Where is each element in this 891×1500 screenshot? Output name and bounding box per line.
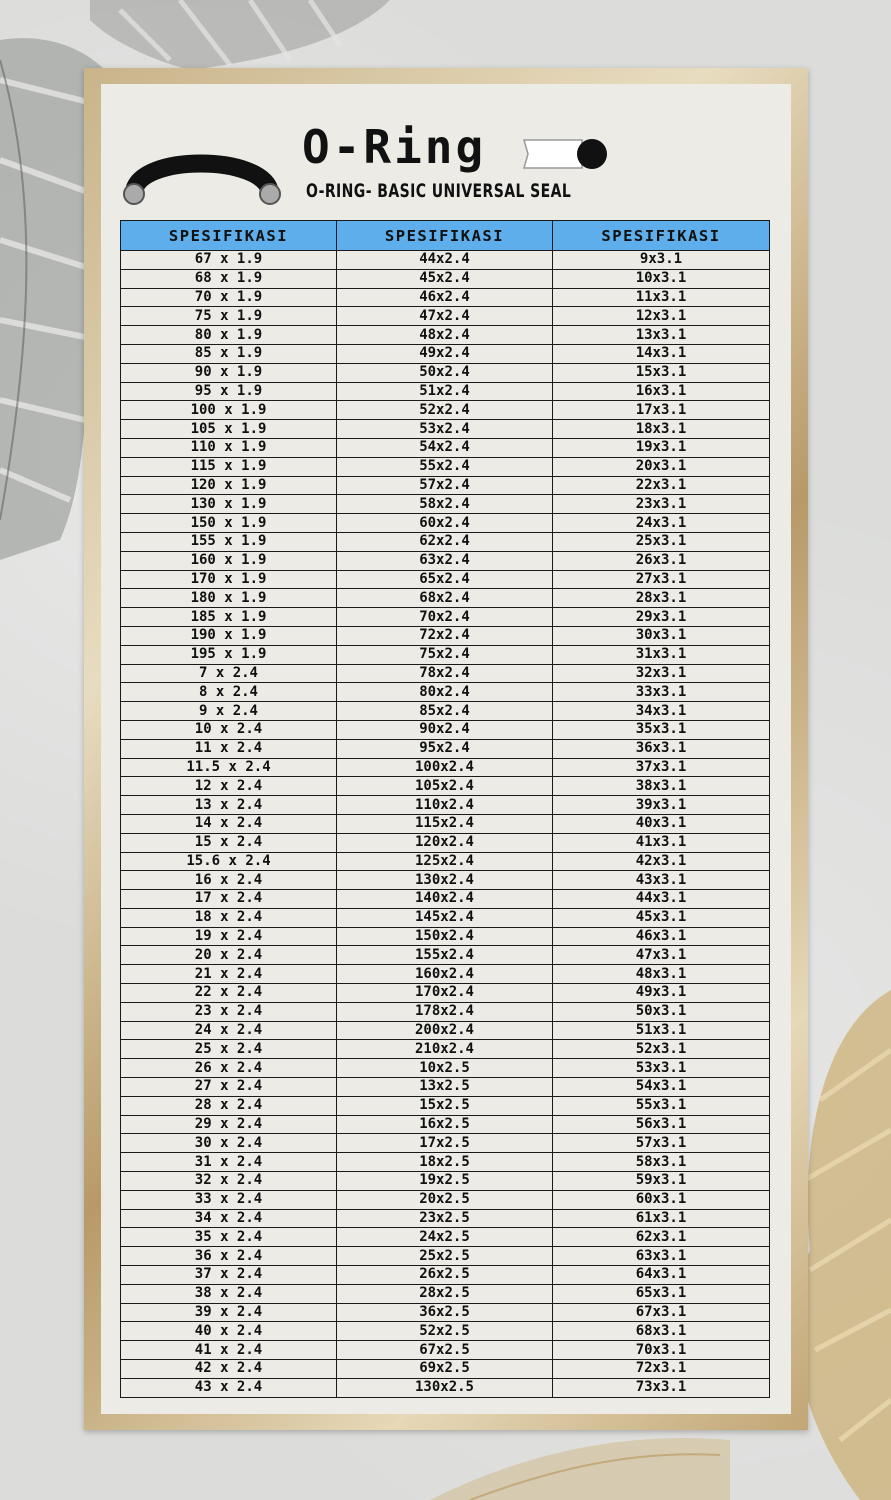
table-cell: 12 x 2.4 [121, 777, 337, 796]
table-cell: 69x2.5 [337, 1360, 553, 1379]
column-header: SPESIFIKASI [121, 221, 337, 251]
table-cell: 57x3.1 [553, 1134, 770, 1153]
table-cell: 50x3.1 [553, 1002, 770, 1021]
table-row [121, 1360, 770, 1379]
table-cell: 120 x 1.9 [121, 476, 337, 495]
table-cell: 160 x 1.9 [121, 551, 337, 570]
table-row [121, 1303, 770, 1322]
table-row [121, 1153, 770, 1172]
table-row [121, 401, 770, 420]
table-row [121, 965, 770, 984]
table-row [121, 645, 770, 664]
table-row [121, 890, 770, 909]
table-cell: 12x3.1 [553, 307, 770, 326]
table-cell: 25x2.5 [337, 1247, 553, 1266]
table-cell: 150x2.4 [337, 927, 553, 946]
page-title: O-Ring [302, 120, 487, 174]
table-cell: 105 x 1.9 [121, 420, 337, 439]
table-row [121, 1284, 770, 1303]
table-cell: 63x3.1 [553, 1247, 770, 1266]
table-cell: 200x2.4 [337, 1021, 553, 1040]
table-cell: 51x3.1 [553, 1021, 770, 1040]
table-cell: 155 x 1.9 [121, 532, 337, 551]
table-cell: 100x2.4 [337, 758, 553, 777]
table-row [121, 664, 770, 683]
table-row [121, 1096, 770, 1115]
table-cell: 160x2.4 [337, 965, 553, 984]
table-cell: 44x3.1 [553, 890, 770, 909]
table-cell: 180 x 1.9 [121, 589, 337, 608]
table-row [121, 420, 770, 439]
table-cell: 39 x 2.4 [121, 1303, 337, 1322]
table-cell: 115 x 1.9 [121, 457, 337, 476]
table-cell: 16x2.5 [337, 1115, 553, 1134]
table-row [121, 871, 770, 890]
table-cell: 185 x 1.9 [121, 608, 337, 627]
table-cell: 110x2.4 [337, 796, 553, 815]
table-cell: 45x3.1 [553, 908, 770, 927]
table-header-row [121, 221, 770, 251]
table-cell: 16x3.1 [553, 382, 770, 401]
table-cell: 10x3.1 [553, 269, 770, 288]
table-cell: 55x3.1 [553, 1096, 770, 1115]
table-cell: 14x3.1 [553, 344, 770, 363]
table-cell: 35 x 2.4 [121, 1228, 337, 1247]
table-cell: 63x2.4 [337, 551, 553, 570]
table-cell: 36 x 2.4 [121, 1247, 337, 1266]
table-cell: 43 x 2.4 [121, 1378, 337, 1397]
table-cell: 155x2.4 [337, 946, 553, 965]
table-cell: 17 x 2.4 [121, 890, 337, 909]
table-row [121, 946, 770, 965]
table-cell: 26 x 2.4 [121, 1059, 337, 1078]
table-cell: 26x3.1 [553, 551, 770, 570]
table-row [121, 457, 770, 476]
table-cell: 170x2.4 [337, 984, 553, 1003]
table-cell: 18x2.5 [337, 1153, 553, 1172]
table-cell: 90 x 1.9 [121, 363, 337, 382]
table-cell: 62x2.4 [337, 532, 553, 551]
table-cell: 57x2.4 [337, 476, 553, 495]
table-row [121, 589, 770, 608]
table-cell: 70x2.4 [337, 608, 553, 627]
table-cell: 95x2.4 [337, 739, 553, 758]
table-cell: 120x2.4 [337, 833, 553, 852]
table-row [121, 758, 770, 777]
table-cell: 60x2.4 [337, 514, 553, 533]
table-cell: 58x2.4 [337, 495, 553, 514]
table-row [121, 984, 770, 1003]
table-cell: 55x2.4 [337, 457, 553, 476]
table-cell: 23x2.5 [337, 1209, 553, 1228]
table-cell: 75 x 1.9 [121, 307, 337, 326]
table-cell: 49x2.4 [337, 344, 553, 363]
table-cell: 190 x 1.9 [121, 626, 337, 645]
table-cell: 18x3.1 [553, 420, 770, 439]
table-row [121, 269, 770, 288]
table-row [121, 514, 770, 533]
table-cell: 54x2.4 [337, 438, 553, 457]
table-cell: 31 x 2.4 [121, 1153, 337, 1172]
table-cell: 9 x 2.4 [121, 702, 337, 721]
table-cell: 40x3.1 [553, 814, 770, 833]
table-row [121, 814, 770, 833]
column-header: SPESIFIKASI [553, 221, 770, 251]
table-row [121, 1378, 770, 1397]
table-cell: 145x2.4 [337, 908, 553, 927]
table-cell: 95 x 1.9 [121, 382, 337, 401]
table-cell: 41x3.1 [553, 833, 770, 852]
table-cell: 11 x 2.4 [121, 739, 337, 758]
table-cell: 20x3.1 [553, 457, 770, 476]
table-row [121, 908, 770, 927]
table-cell: 30x3.1 [553, 626, 770, 645]
table-cell: 15.6 x 2.4 [121, 852, 337, 871]
table-cell: 47x3.1 [553, 946, 770, 965]
table-cell: 67 x 1.9 [121, 251, 337, 270]
table-row [121, 608, 770, 627]
table-row [121, 1115, 770, 1134]
table-cell: 22x3.1 [553, 476, 770, 495]
page-subtitle: O-RING- BASIC UNIVERSAL SEAL [306, 180, 572, 202]
table-cell: 7 x 2.4 [121, 664, 337, 683]
table-cell: 33x3.1 [553, 683, 770, 702]
table-cell: 19x2.5 [337, 1172, 553, 1191]
table-cell: 140x2.4 [337, 890, 553, 909]
table-cell: 67x3.1 [553, 1303, 770, 1322]
table-cell: 70x3.1 [553, 1341, 770, 1360]
table-cell: 80x2.4 [337, 683, 553, 702]
table-cell: 51x2.4 [337, 382, 553, 401]
table-cell: 85 x 1.9 [121, 344, 337, 363]
table-row [121, 720, 770, 739]
table-cell: 130x2.4 [337, 871, 553, 890]
table-row [121, 288, 770, 307]
column-header: SPESIFIKASI [337, 221, 553, 251]
table-row [121, 1247, 770, 1266]
table-cell: 75x2.4 [337, 645, 553, 664]
table-row [121, 927, 770, 946]
table-row [121, 1172, 770, 1191]
table-cell: 11x3.1 [553, 288, 770, 307]
table-cell: 170 x 1.9 [121, 570, 337, 589]
table-cell: 47x2.4 [337, 307, 553, 326]
table-cell: 58x3.1 [553, 1153, 770, 1172]
spec-table [120, 220, 770, 1398]
table-cell: 27 x 2.4 [121, 1078, 337, 1097]
table-row [121, 1322, 770, 1341]
table-cell: 22 x 2.4 [121, 984, 337, 1003]
table-cell: 46x3.1 [553, 927, 770, 946]
table-cell: 56x3.1 [553, 1115, 770, 1134]
table-cell: 68x3.1 [553, 1322, 770, 1341]
table-cell: 10x2.5 [337, 1059, 553, 1078]
table-cell: 40 x 2.4 [121, 1322, 337, 1341]
table-cell: 130x2.5 [337, 1378, 553, 1397]
table-cell: 29 x 2.4 [121, 1115, 337, 1134]
table-cell: 37x3.1 [553, 758, 770, 777]
table-cell: 9x3.1 [553, 251, 770, 270]
table-cell: 28x2.5 [337, 1284, 553, 1303]
table-row [121, 739, 770, 758]
table-cell: 37 x 2.4 [121, 1266, 337, 1285]
table-cell: 52x3.1 [553, 1040, 770, 1059]
table-cell: 34x3.1 [553, 702, 770, 721]
table-row [121, 796, 770, 815]
table-cell: 38x3.1 [553, 777, 770, 796]
table-cell: 73x3.1 [553, 1378, 770, 1397]
table-cell: 52x2.4 [337, 401, 553, 420]
gold-leaf-bottom-decoration [430, 1420, 730, 1500]
table-cell: 178x2.4 [337, 1002, 553, 1021]
table-cell: 36x2.5 [337, 1303, 553, 1322]
table-cell: 23x3.1 [553, 495, 770, 514]
table-cell: 65x2.4 [337, 570, 553, 589]
table-row [121, 1002, 770, 1021]
table-cell: 78x2.4 [337, 664, 553, 683]
table-cell: 43x3.1 [553, 871, 770, 890]
table-cell: 85x2.4 [337, 702, 553, 721]
table-cell: 68x2.4 [337, 589, 553, 608]
table-row [121, 382, 770, 401]
table-row [121, 1040, 770, 1059]
table-cell: 25 x 2.4 [121, 1040, 337, 1059]
table-row [121, 1078, 770, 1097]
table-cell: 19x3.1 [553, 438, 770, 457]
table-cell: 60x3.1 [553, 1190, 770, 1209]
table-cell: 15x2.5 [337, 1096, 553, 1115]
table-cell: 125x2.4 [337, 852, 553, 871]
table-row [121, 777, 770, 796]
table-cell: 17x2.5 [337, 1134, 553, 1153]
table-cell: 49x3.1 [553, 984, 770, 1003]
table-row [121, 852, 770, 871]
table-cell: 48x2.4 [337, 326, 553, 345]
table-cell: 31x3.1 [553, 645, 770, 664]
table-cell: 10 x 2.4 [121, 720, 337, 739]
table-row [121, 363, 770, 382]
table-cell: 15 x 2.4 [121, 833, 337, 852]
table-row [121, 702, 770, 721]
table-cell: 39x3.1 [553, 796, 770, 815]
table-cell: 210x2.4 [337, 1040, 553, 1059]
table-cell: 13x3.1 [553, 326, 770, 345]
table-cell: 19 x 2.4 [121, 927, 337, 946]
table-row [121, 495, 770, 514]
table-cell: 24x3.1 [553, 514, 770, 533]
table-row [121, 570, 770, 589]
table-cell: 28x3.1 [553, 589, 770, 608]
table-cell: 38 x 2.4 [121, 1284, 337, 1303]
table-cell: 8 x 2.4 [121, 683, 337, 702]
table-cell: 24 x 2.4 [121, 1021, 337, 1040]
table-row [121, 1021, 770, 1040]
table-cell: 20 x 2.4 [121, 946, 337, 965]
table-cell: 24x2.5 [337, 1228, 553, 1247]
table-cell: 13x2.5 [337, 1078, 553, 1097]
table-cell: 62x3.1 [553, 1228, 770, 1247]
table-row [121, 1059, 770, 1078]
table-row [121, 551, 770, 570]
table-cell: 50x2.4 [337, 363, 553, 382]
grey-leaf-top-decoration [90, 0, 390, 70]
table-cell: 110 x 1.9 [121, 438, 337, 457]
table-cell: 61x3.1 [553, 1209, 770, 1228]
table-cell: 11.5 x 2.4 [121, 758, 337, 777]
table-cell: 13 x 2.4 [121, 796, 337, 815]
table-row [121, 1341, 770, 1360]
table-row [121, 438, 770, 457]
table-cell: 35x3.1 [553, 720, 770, 739]
table-body [121, 251, 770, 1398]
table-cell: 90x2.4 [337, 720, 553, 739]
table-cell: 130 x 1.9 [121, 495, 337, 514]
table-cell: 59x3.1 [553, 1172, 770, 1191]
table-cell: 44x2.4 [337, 251, 553, 270]
table-cell: 53x2.4 [337, 420, 553, 439]
table-row [121, 1190, 770, 1209]
table-cell: 17x3.1 [553, 401, 770, 420]
table-cell: 18 x 2.4 [121, 908, 337, 927]
table-cell: 41 x 2.4 [121, 1341, 337, 1360]
table-cell: 29x3.1 [553, 608, 770, 627]
table-cell: 54x3.1 [553, 1078, 770, 1097]
table-row [121, 307, 770, 326]
table-cell: 100 x 1.9 [121, 401, 337, 420]
table-cell: 15x3.1 [553, 363, 770, 382]
table-cell: 42 x 2.4 [121, 1360, 337, 1379]
table-cell: 52x2.5 [337, 1322, 553, 1341]
table-cell: 67x2.5 [337, 1341, 553, 1360]
table-cell: 16 x 2.4 [121, 871, 337, 890]
table-cell: 32 x 2.4 [121, 1172, 337, 1191]
table-cell: 53x3.1 [553, 1059, 770, 1078]
table-cell: 20x2.5 [337, 1190, 553, 1209]
table-cell: 45x2.4 [337, 269, 553, 288]
table-row [121, 476, 770, 495]
table-cell: 65x3.1 [553, 1284, 770, 1303]
table-row [121, 532, 770, 551]
table-row [121, 326, 770, 345]
table-cell: 33 x 2.4 [121, 1190, 337, 1209]
table-row [121, 833, 770, 852]
table-cell: 105x2.4 [337, 777, 553, 796]
table-cell: 36x3.1 [553, 739, 770, 758]
table-cell: 80 x 1.9 [121, 326, 337, 345]
table-cell: 68 x 1.9 [121, 269, 337, 288]
table-cell: 48x3.1 [553, 965, 770, 984]
table-row [121, 251, 770, 270]
table-cell: 72x2.4 [337, 626, 553, 645]
table-cell: 23 x 2.4 [121, 1002, 337, 1021]
table-cell: 30 x 2.4 [121, 1134, 337, 1153]
table-header [121, 221, 770, 251]
table-cell: 64x3.1 [553, 1266, 770, 1285]
table-row [121, 626, 770, 645]
table-cell: 72x3.1 [553, 1360, 770, 1379]
table-cell: 27x3.1 [553, 570, 770, 589]
table-row [121, 1209, 770, 1228]
table-cell: 32x3.1 [553, 664, 770, 683]
table-row [121, 1134, 770, 1153]
table-cell: 25x3.1 [553, 532, 770, 551]
table-cell: 70 x 1.9 [121, 288, 337, 307]
o-ring-arc-icon [118, 144, 288, 210]
table-cell: 14 x 2.4 [121, 814, 337, 833]
table-cell: 42x3.1 [553, 852, 770, 871]
table-row [121, 344, 770, 363]
table-cell: 34 x 2.4 [121, 1209, 337, 1228]
table-cell: 28 x 2.4 [121, 1096, 337, 1115]
table-cell: 115x2.4 [337, 814, 553, 833]
table-row [121, 683, 770, 702]
table-cell: 46x2.4 [337, 288, 553, 307]
table-cell: 150 x 1.9 [121, 514, 337, 533]
table-row [121, 1228, 770, 1247]
table-cell: 26x2.5 [337, 1266, 553, 1285]
o-ring-cross-section-icon [520, 134, 612, 176]
table-cell: 21 x 2.4 [121, 965, 337, 984]
table-row [121, 1266, 770, 1285]
table-cell: 195 x 1.9 [121, 645, 337, 664]
